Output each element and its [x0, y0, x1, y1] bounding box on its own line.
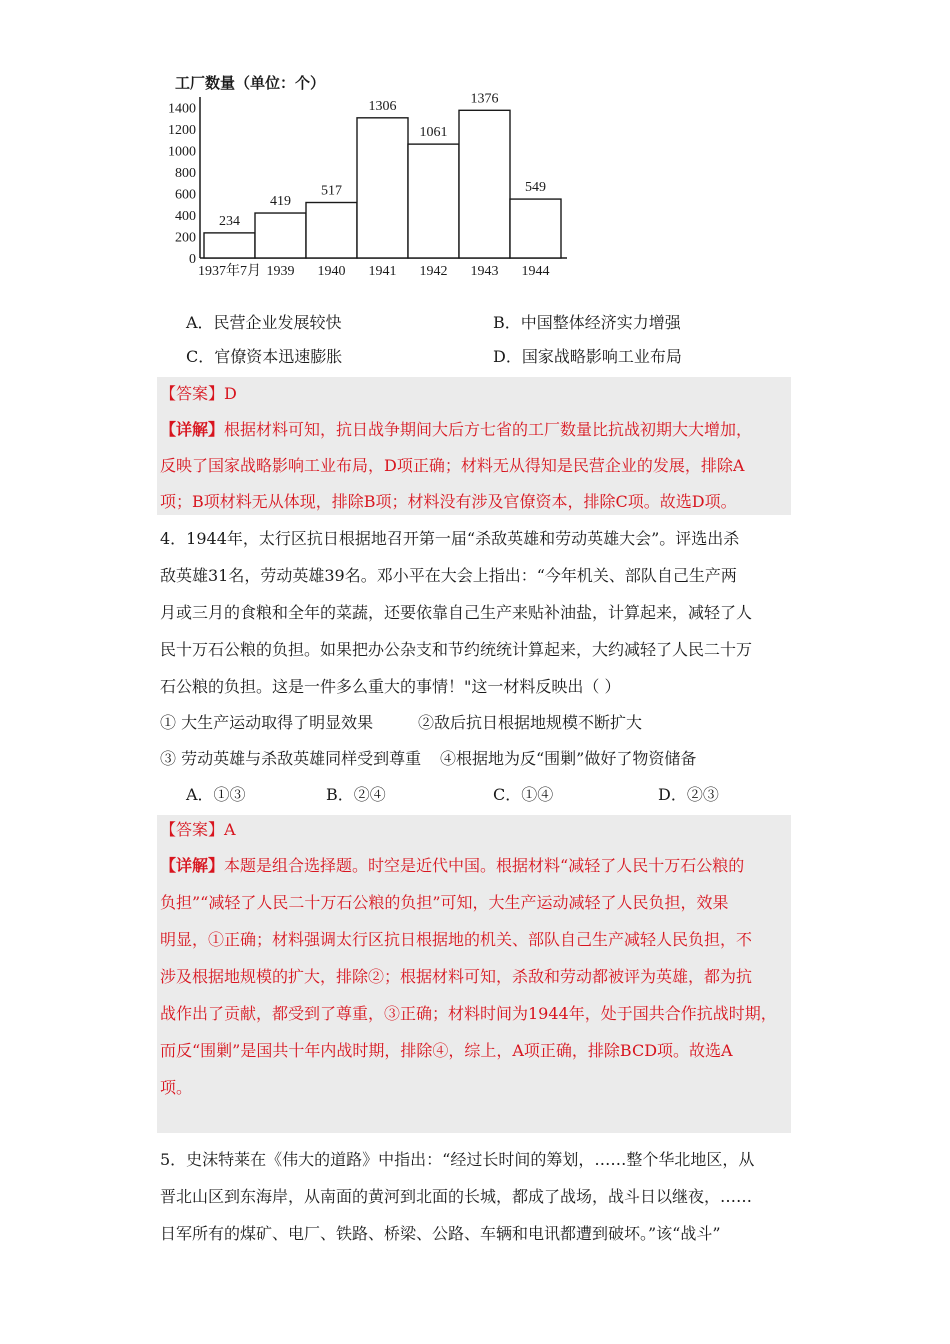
q4-option-a: A．①③ [186, 785, 246, 804]
x-tick-label: 1944 [521, 264, 550, 279]
q4-stem-line-5: 石公粮的负担。这是一件多么重大的事情！"这一材料反映出（ ） [160, 677, 621, 696]
x-tick-label: 1942 [419, 264, 448, 279]
q4-item-2: ②敌后抗日根据地规模不断扩大 [418, 713, 643, 732]
q3-answer: 【答案】D [160, 384, 237, 403]
bar-value-label: 1306 [368, 98, 397, 114]
bar-5 [459, 110, 510, 258]
bar-value-label: 419 [270, 194, 291, 210]
y-tick-label: 1200 [168, 123, 196, 139]
q3-detail-label: 【详解】 [160, 420, 225, 439]
q4-stem-line-3: 月或三月的食粮和全年的菜蔬，还要依靠自己生产来贴补油盐，计算起来，减轻了人 [160, 603, 753, 622]
q3-option-c: C．官僚资本迅速膨胀 [186, 347, 343, 366]
x-tick-label: 1939 [266, 264, 295, 279]
chart-title: 工厂数量（单位：个） [175, 76, 326, 92]
bar-2 [306, 203, 357, 258]
y-tick-label: 1400 [168, 101, 196, 117]
q4-detail-line-6: 而反“围剿”是国共十年内战时期，排除④，综上，A项正确，排除BCD项。故选A [160, 1041, 733, 1060]
bar-value-label: 1376 [470, 91, 499, 107]
q3-option-b: B．中国整体经济实力增强 [493, 313, 681, 332]
q3-option-d: D．国家战略影响工业布局 [493, 347, 682, 366]
q4-stem-line-4: 民十万石公粮的负担。如果把办公杂支和节约统统计算起来，大约减轻了人民二十万 [160, 640, 753, 659]
q4-option-b: B．②④ [326, 785, 386, 804]
q4-detail-label: 【详解】 [160, 856, 225, 875]
x-tick-label: 1940 [317, 264, 346, 279]
q5-stem-line-1: 5．史沫特莱在《伟大的道路》中指出：“经过长时间的筹划，……整个华北地区，从 [160, 1150, 755, 1169]
bar-6 [510, 199, 561, 258]
q4-item-4: ④根据地为反“围剿”做好了物资储备 [440, 749, 697, 768]
q4-stem-line-2: 敌英雄31名，劳动英雄39名。邓小平在大会上指出：“今年机关、部队自己生产两 [160, 566, 737, 585]
q5-stem-line-3: 日军所有的煤矿、电厂、铁路、桥梁、公路、车辆和电讯都遭到破坏。”该“战斗” [160, 1224, 721, 1243]
q4-answer: 【答案】A [160, 820, 236, 839]
q4-option-d: D．②③ [658, 785, 719, 804]
q4-stem-line-1: 4．1944年，太行区抗日根据地召开第一届“杀敌英雄和劳动英雄大会”。评选出杀 [160, 529, 740, 548]
y-tick-label: 200 [175, 230, 196, 246]
q4-detail-line-5: 战作出了贡献，都受到了尊重，③正确；材料时间为1944年，处于国共合作抗战时期， [160, 1004, 777, 1023]
x-tick-label: 1937年7月 [198, 264, 261, 279]
y-tick-label: 800 [175, 166, 196, 182]
q4-item-3: ③ 劳动英雄与杀敌英雄同样受到尊重 [160, 749, 422, 768]
y-tick-label: 1000 [168, 144, 196, 160]
bar-value-label: 1061 [419, 125, 448, 141]
bar-value-label: 517 [321, 183, 342, 199]
q4-detail-line-1 [160, 856, 744, 876]
q4-detail-text: 本题是组合选择题。时空是近代中国。根据材料“减轻了人民十万石公粮的 [224, 856, 745, 875]
y-tick-label: 400 [175, 209, 196, 225]
x-tick-label: 1941 [368, 264, 397, 279]
q4-option-c: C．①④ [493, 785, 554, 804]
q3-detail-line-3: 项；B项材料无从体现，排除B项；材料没有涉及官僚资本，排除C项。故选D项。 [160, 492, 737, 511]
bar-0 [204, 233, 255, 258]
q4-item-1: ① 大生产运动取得了明显效果 [160, 713, 374, 732]
q3-detail-line-1 [160, 420, 752, 440]
bar-3 [357, 118, 408, 258]
bar-value-label: 549 [525, 180, 546, 196]
q4-detail-line-7: 项。 [160, 1078, 193, 1097]
bar-1 [255, 213, 306, 258]
q3-detail-line-2: 反映了国家战略影响工业布局，D项正确；材料无从得知是民营企业的发展，排除A [160, 456, 745, 475]
x-tick-label: 1943 [470, 264, 499, 279]
y-tick-label: 0 [189, 252, 196, 267]
factory-count-bar-chart [155, 70, 585, 285]
bar-value-label: 234 [219, 213, 240, 229]
q4-detail-line-3: 明显，①正确；材料强调太行区抗日根据地的机关、部队自己生产减轻人民负担，不 [160, 930, 753, 949]
q5-stem-line-2: 晋北山区到东海岸，从南面的黄河到北面的长城，都成了战场，战斗日以继夜，…… [160, 1187, 753, 1206]
q3-detail-text: 根据材料可知，抗日战争期间大后方七省的工厂数量比抗战初期大大增加， [224, 420, 753, 439]
q4-detail-line-2: 负担”“减轻了人民二十万石公粮的负担”可知，大生产运动减轻了人民负担，效果 [160, 893, 729, 912]
q3-option-a: A．民营企业发展较快 [186, 313, 342, 332]
bar-4 [408, 144, 459, 258]
q4-detail-line-4: 涉及根据地规模的扩大，排除②；根据材料可知，杀敌和劳动都被评为英雄，都为抗 [160, 967, 753, 986]
y-tick-label: 600 [175, 187, 196, 203]
